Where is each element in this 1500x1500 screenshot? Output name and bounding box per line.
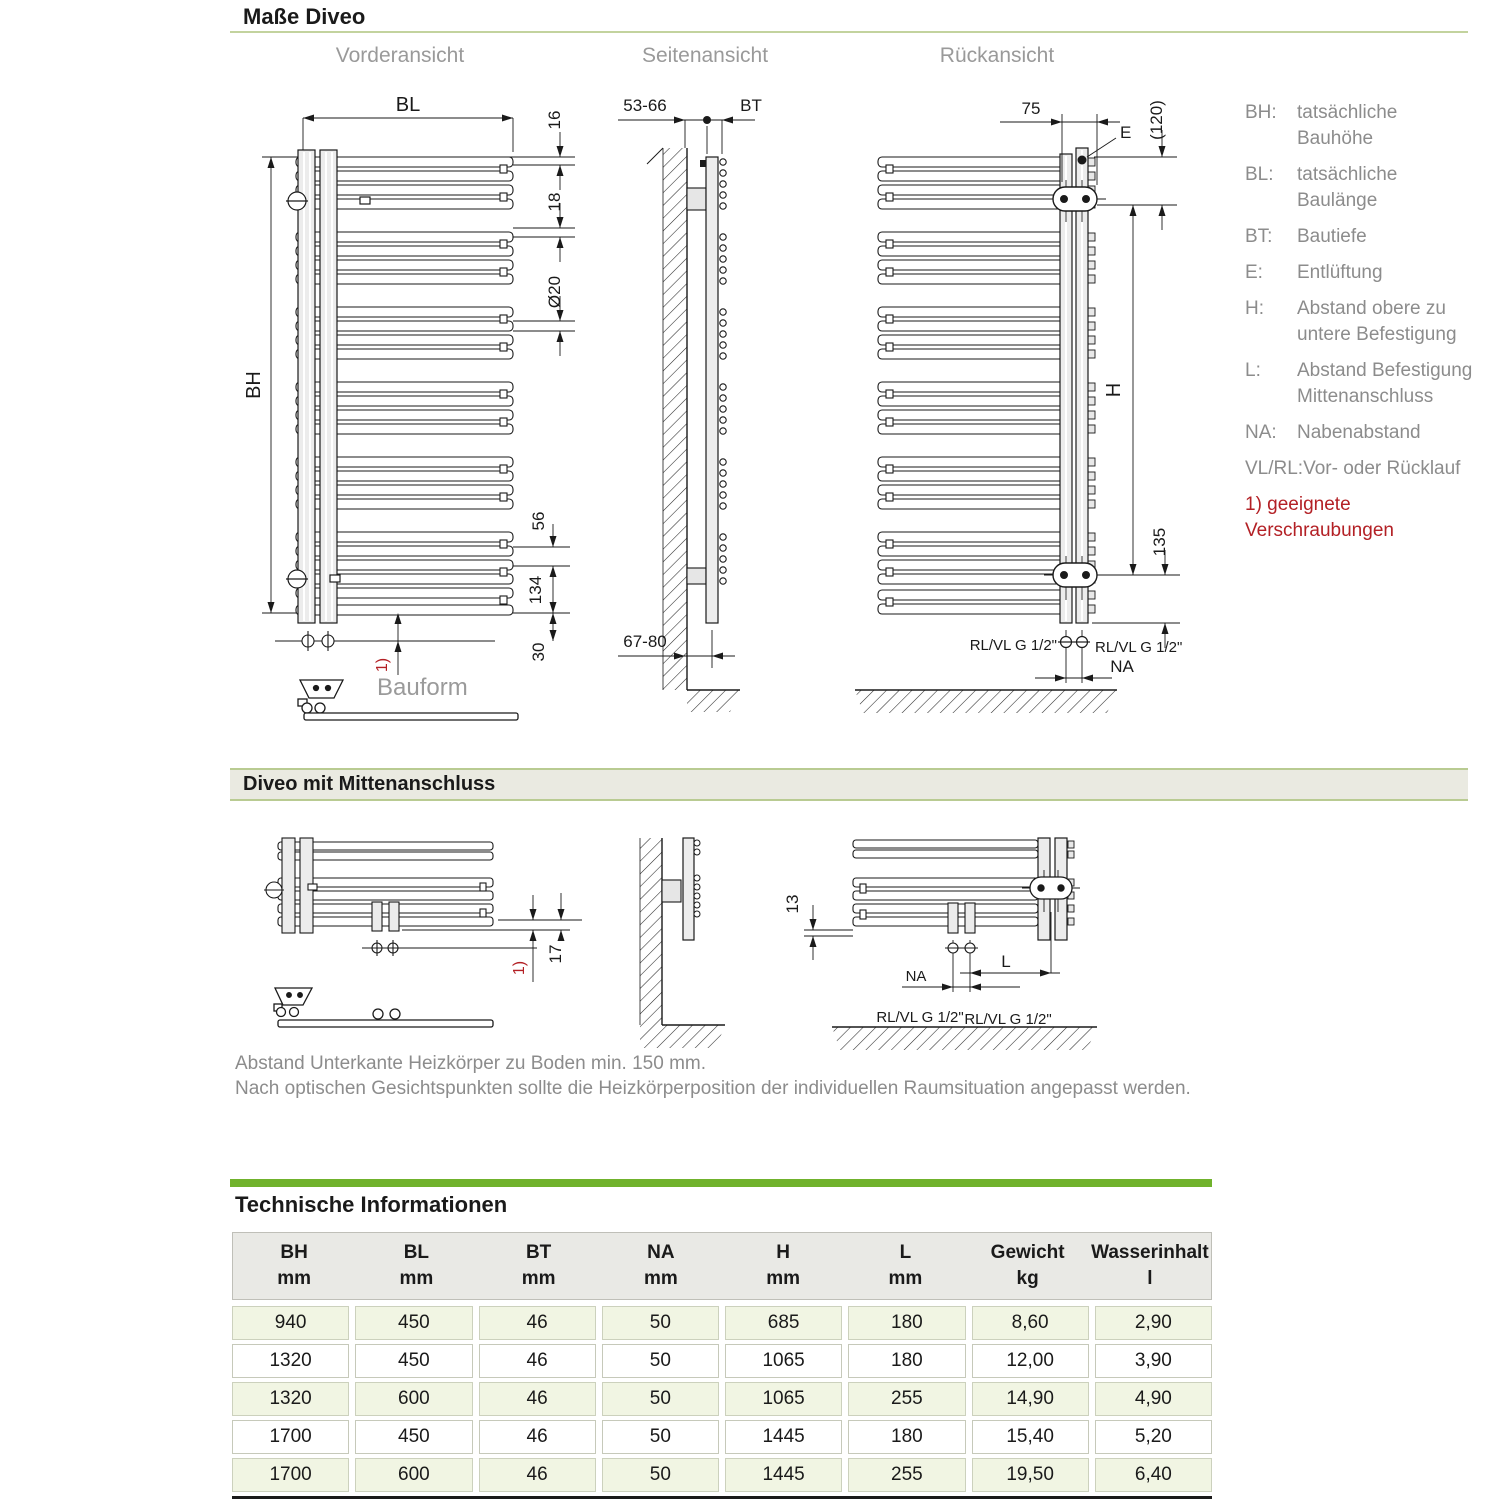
- col-header-bl: BL mm: [399, 1242, 434, 1289]
- rear-radiator-bars: [878, 157, 1065, 614]
- dim-label-l: L: [1001, 952, 1011, 971]
- conn-label-left: RL/VL G 1/2": [876, 1009, 964, 1026]
- tube-ends: [694, 840, 700, 917]
- legend-item: L: Abstand Befestigung Mittenanschluss: [1245, 360, 1473, 407]
- footnote-marker: 1): [374, 657, 391, 673]
- footnote-marker: 1): [511, 960, 528, 976]
- section-title: Diveo mit Mittenanschluss: [243, 773, 496, 795]
- bauform-label: Bauform: [377, 674, 468, 701]
- dim-label-135: 135: [1150, 527, 1169, 557]
- mitte-rear-connections: [945, 943, 978, 953]
- table-header: [232, 1232, 1212, 1300]
- conn-label-right: RL/VL G 1/2": [1095, 639, 1183, 656]
- dim-label-bh: BH: [243, 371, 265, 399]
- table-body: [232, 1306, 1212, 1499]
- mitte-bottom-icon: [274, 988, 493, 1027]
- tech-title: Technische Informationen: [235, 1192, 508, 1217]
- wall-hatch: [640, 838, 662, 1025]
- dim-label-16: 16: [545, 110, 564, 130]
- dim-label-20: Ø20: [545, 275, 564, 309]
- legend-item: VL/RL: Vor- oder Rücklauf: [1245, 458, 1461, 479]
- floor-hatch: [832, 1027, 1097, 1050]
- mitte-side-drawing: [630, 820, 795, 1060]
- vent-dot: [1078, 156, 1087, 165]
- side-view-drawing: [600, 90, 800, 760]
- view-label-rear: Rückansicht: [939, 44, 1055, 67]
- mitte-front-drawing: [250, 830, 610, 1045]
- legend-item: BT: Bautiefe: [1245, 226, 1367, 247]
- legend-item: E: Entlüftung: [1245, 262, 1383, 283]
- profile: [683, 838, 694, 940]
- conn-label-right: RL/VL G 1/2": [964, 1011, 1052, 1028]
- dim-label-75: 75: [1021, 99, 1041, 118]
- notes: [235, 1051, 1235, 1101]
- view-label-side: Seitenansicht: [641, 44, 769, 67]
- rear-floor-hatch: [855, 690, 1117, 713]
- side-hanger: [700, 160, 706, 167]
- rear-tube-bumps: [1088, 158, 1095, 613]
- section-band: [230, 768, 1468, 801]
- dim-label-floor: 67-80: [623, 632, 667, 651]
- dim-label-56: 56: [529, 511, 548, 531]
- col-header-bh: BH mm: [277, 1242, 312, 1289]
- dim-label-bl: BL: [395, 94, 421, 116]
- bracket: [662, 880, 681, 902]
- table-row: 1700 600 46 50 1445 255 19,50 6,40: [232, 1458, 1212, 1492]
- floor-hatch: [687, 690, 740, 712]
- dim-label-17: 17: [546, 944, 565, 964]
- dim-label-120: (120): [1147, 100, 1166, 140]
- note-line: Abstand Unterkante Heizkörper zu Boden min. 150 mm.: [235, 1053, 707, 1074]
- accent-bar: [230, 1179, 1212, 1187]
- dim-label-wall: 53-66: [623, 96, 667, 115]
- legend-item: BL: tatsächliche Baulänge: [1245, 164, 1398, 211]
- legend-footnote: 1) geeignete Verschraubungen: [1245, 494, 1394, 541]
- dim-label-30: 30: [529, 642, 548, 662]
- col-header-na: NA mm: [643, 1242, 678, 1289]
- page-title: Maße Diveo: [243, 4, 366, 29]
- legend-item: NA: Nabenabstand: [1245, 422, 1421, 443]
- dim-label-13: 13: [783, 894, 802, 914]
- dim-label-18: 18: [545, 192, 564, 212]
- floor-hatch: [640, 1025, 725, 1048]
- legend-item: BH: tatsächliche Bauhöhe: [1245, 102, 1398, 149]
- mitte-rear-bars: [853, 840, 1038, 926]
- col-header-bt: BT mm: [521, 1242, 556, 1289]
- note-line: Nach optischen Gesichtspunkten sollte die Heizkörperposition der individuellen Raumsituation angepasst werden.: [235, 1078, 1191, 1099]
- table-row: 1700 450 46 50 1445 180 15,40 5,20: [232, 1420, 1212, 1454]
- mitte-rear-drawing: [783, 820, 1170, 1065]
- dim-label-134: 134: [526, 575, 545, 605]
- dim-label-na: NA: [1110, 657, 1134, 676]
- side-tube-ends: [720, 159, 726, 584]
- dim-label-bt: BT: [740, 96, 762, 115]
- dim-label-h: H: [1103, 382, 1125, 398]
- title-rule: [230, 31, 1468, 33]
- side-profile: [706, 157, 718, 623]
- table-row: 940 450 46 50 685 180 8,60 2,90: [232, 1306, 1212, 1340]
- rear-collector-tubes: [1060, 148, 1088, 623]
- pipe-center-dot: [703, 116, 711, 124]
- table-row: 1320 450 46 50 1065 180 12,00 3,90: [232, 1344, 1212, 1378]
- legend-item: H: Abstand obere zu untere Befestigung: [1245, 298, 1457, 345]
- col-header-gewicht: Gewicht kg: [990, 1242, 1065, 1289]
- col-header-wasserinhalt: Wasserinhalt l: [1091, 1242, 1209, 1289]
- side-brackets: [687, 188, 706, 584]
- col-header-l: L mm: [888, 1242, 923, 1289]
- front-view-drawing: [240, 90, 580, 740]
- view-label-front: Vorderansicht: [335, 44, 465, 67]
- dim-label-na: NA: [905, 968, 927, 985]
- tech-table: [232, 1232, 1212, 1499]
- table-row: 1320 600 46 50 1065 255 14,90 4,90: [232, 1382, 1212, 1416]
- dim-label-e: E: [1120, 123, 1132, 142]
- rear-view-drawing: [850, 90, 1200, 770]
- legend: [1245, 100, 1477, 544]
- conn-label-left: RL/VL G 1/2": [969, 637, 1057, 654]
- rear-connections: [1058, 637, 1090, 648]
- wall-hatch: [663, 148, 687, 690]
- col-header-h: H mm: [766, 1242, 801, 1289]
